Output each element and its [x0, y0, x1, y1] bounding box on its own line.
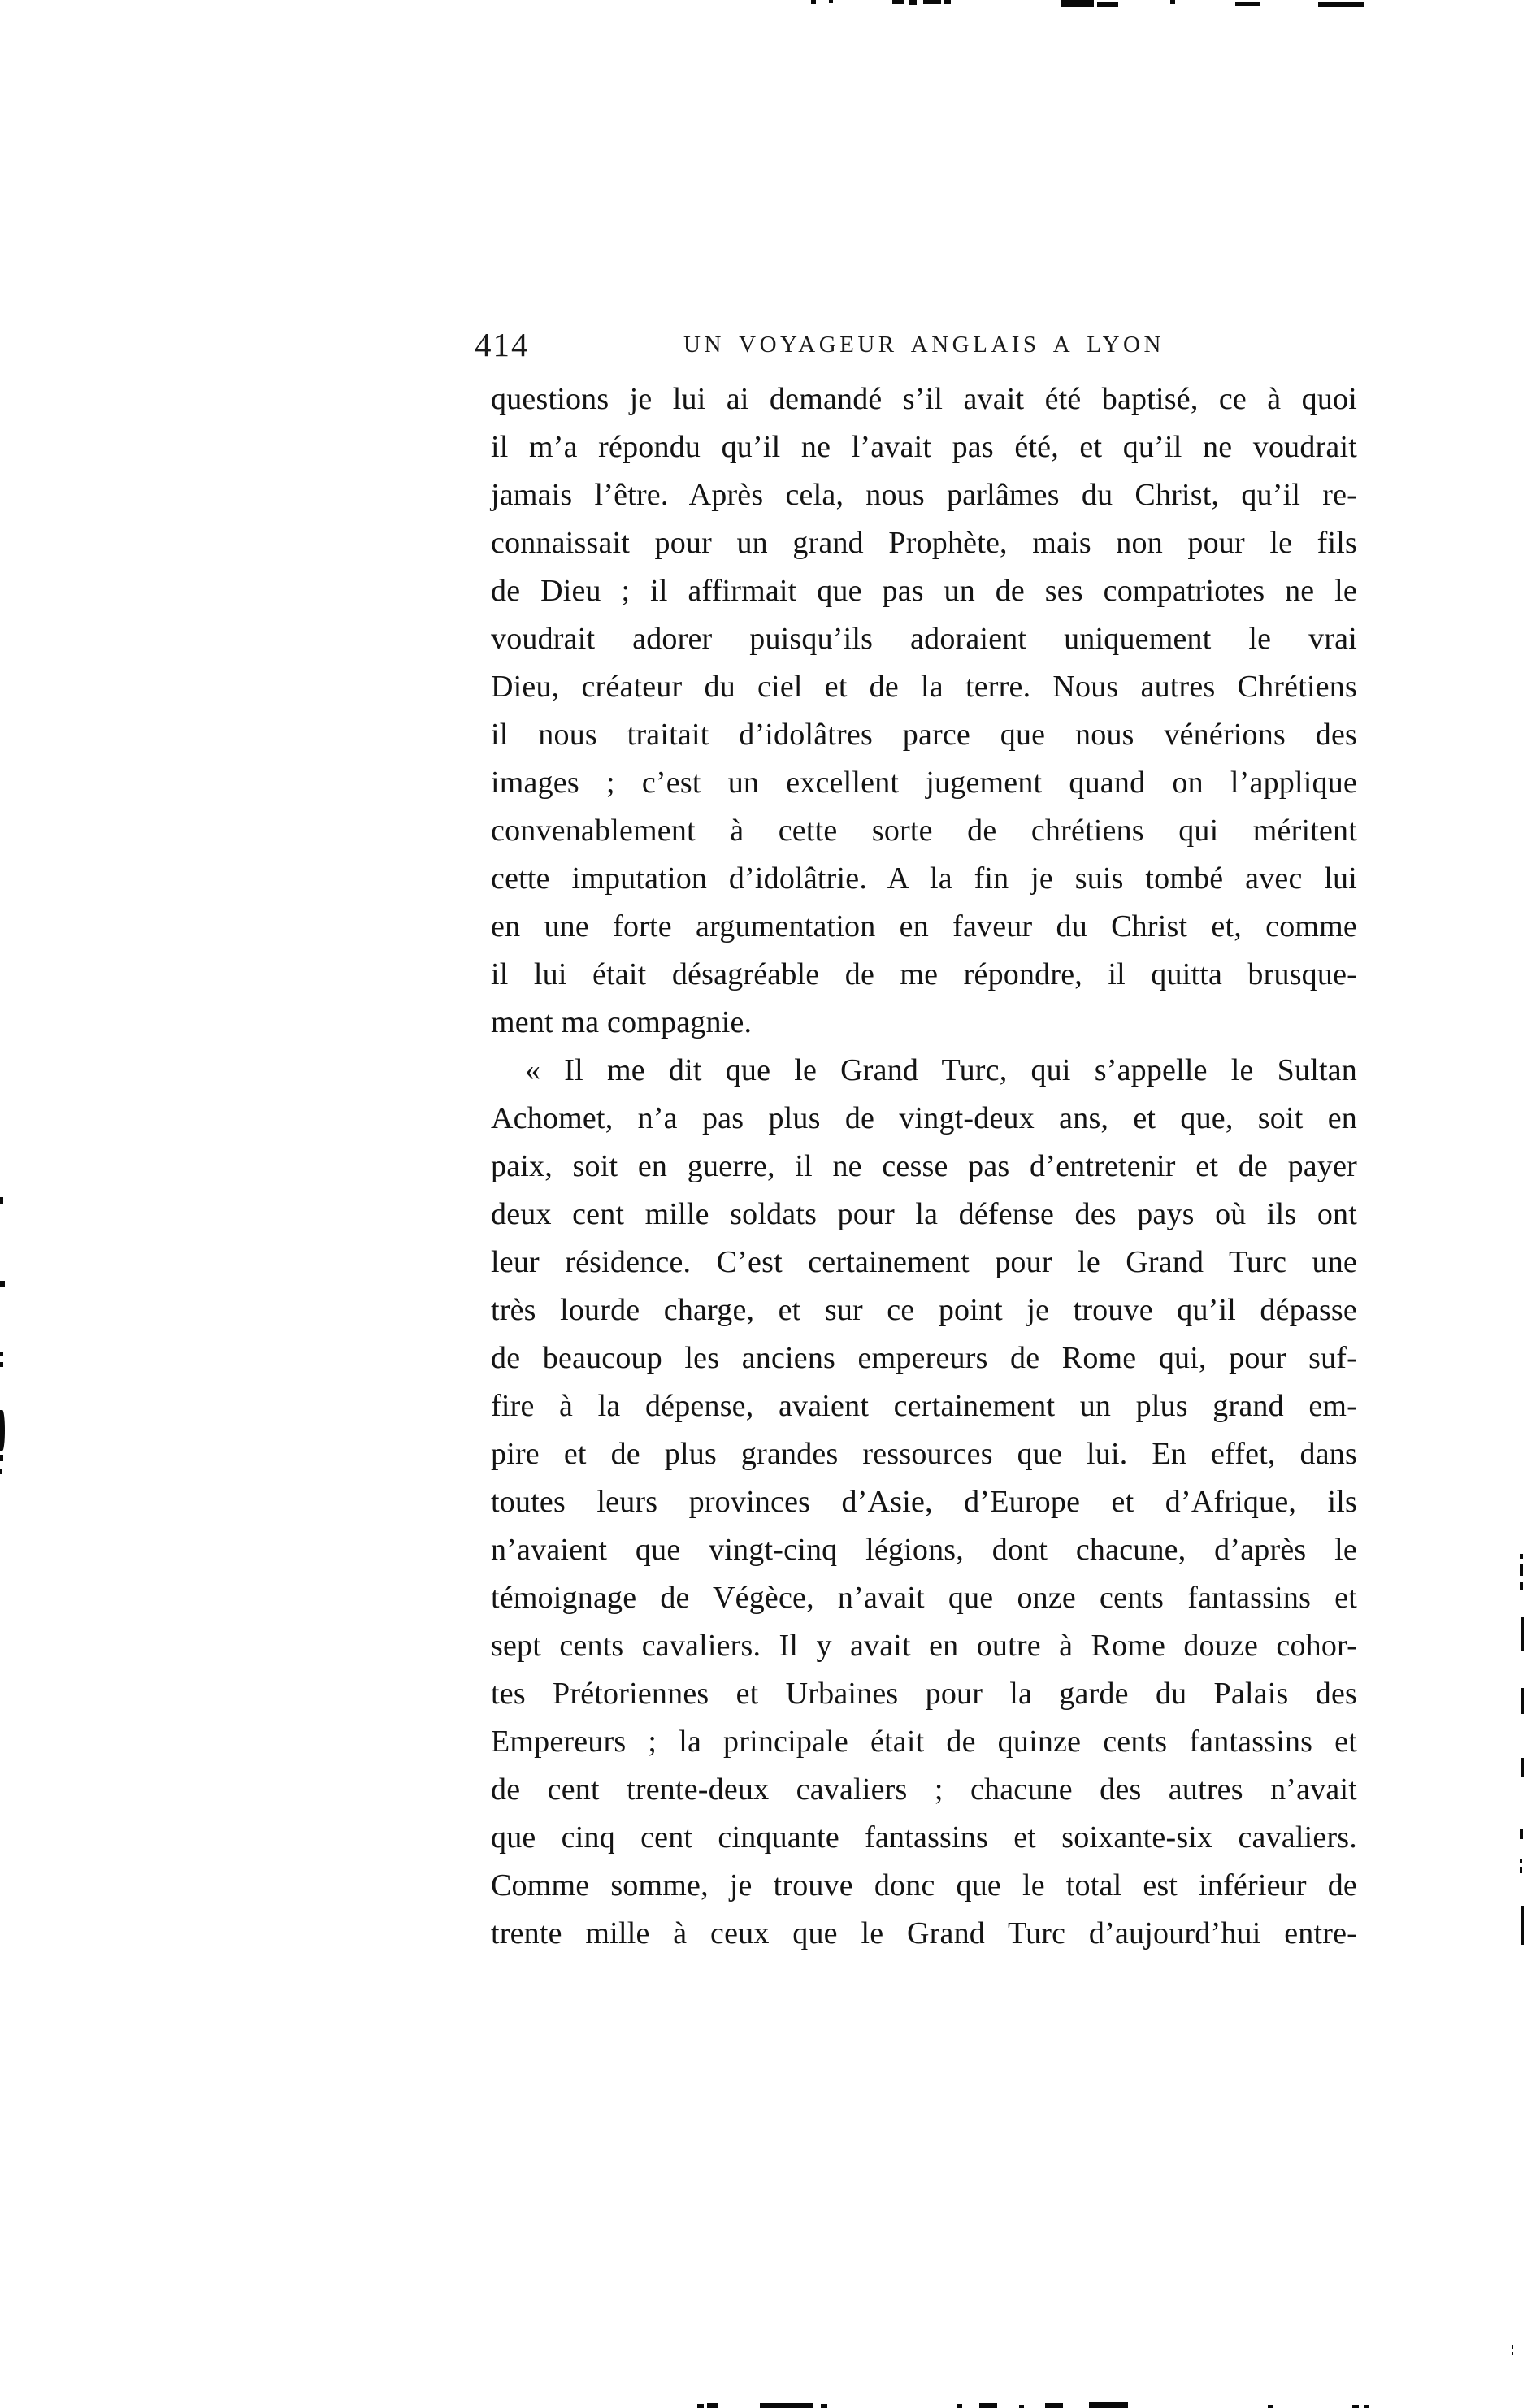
- scan-artifact-right: [1520, 1867, 1522, 1873]
- scan-artifact-top: [1170, 0, 1175, 4]
- text-line: il lui était désagréable de me répondre, il quitta brusque-: [491, 957, 1357, 991]
- scan-artifact-bottom: [1045, 2403, 1063, 2408]
- text-line-paragraph-start: « Il me dit que le Grand Turc, qui s’appelle le Sultan: [525, 1053, 1357, 1087]
- scan-artifact-bottom: [1019, 2405, 1024, 2408]
- scan-artifact-right: [1512, 2352, 1513, 2355]
- body-text: [491, 375, 1357, 1958]
- text-line: leur résidence. C’est certainement pour le Grand Turc une: [491, 1245, 1357, 1279]
- scan-artifact-top: [811, 0, 816, 4]
- text-line: fire à la dépense, avaient certainement un plus grand em-: [491, 1389, 1357, 1423]
- text-line: pire et de plus grandes ressources que lui. En effet, dans: [491, 1437, 1357, 1471]
- scan-artifact-left: [0, 1352, 3, 1356]
- text-line: Comme somme, je trouve donc que le total est inférieur de: [491, 1868, 1357, 1903]
- scan-artifact-top: [829, 0, 833, 3]
- scan-artifact-bottom: [760, 2403, 813, 2408]
- text-line: il nous traitait d’idolâtres parce que nous vénérions des: [491, 718, 1357, 752]
- scan-artifact-right: [1520, 1564, 1523, 1576]
- scan-artifact-bottom: [1352, 2405, 1359, 2408]
- text-line: en une forte argumentation en faveur du Christ et, comme: [491, 909, 1357, 944]
- scan-artifact-right: [1521, 1758, 1524, 1777]
- scan-artifact-bottom: [957, 2404, 962, 2408]
- text-line: très lourde charge, et sur ce point je trouve qu’il dépasse: [491, 1293, 1357, 1327]
- scan-artifact-bottom: [707, 2403, 718, 2408]
- scan-artifact-right: [1521, 1906, 1524, 1945]
- text-line: de cent trente-deux cavaliers ; chacune des autres n’avait: [491, 1772, 1357, 1807]
- text-line: Empereurs ; la principale était de quinze cents fantassins et: [491, 1725, 1357, 1759]
- text-line: images ; c’est un excellent jugement quand on l’applique: [491, 766, 1357, 800]
- scan-artifact-top: [1235, 2, 1260, 6]
- text-line: jamais l’être. Après cela, nous parlâmes du Christ, qu’il re-: [491, 478, 1357, 512]
- text-line: deux cent mille soldats pour la défense des pays où ils ont: [491, 1197, 1357, 1231]
- text-line: Achomet, n’a pas plus de vingt-deux ans, et que, soit en: [491, 1101, 1357, 1135]
- text-line: il m’a répondu qu’il ne l’avait pas été, et qu’il ne voudrait: [491, 430, 1357, 464]
- scan-artifact-left: [0, 1469, 2, 1474]
- scan-artifact-bottom: [821, 2404, 827, 2408]
- scan-artifact-left: [0, 1455, 3, 1461]
- text-line: tes Prétoriennes et Urbaines pour la garde du Palais des: [491, 1677, 1357, 1711]
- scan-artifact-right: [1521, 1688, 1524, 1714]
- scan-artifact-top: [923, 0, 941, 4]
- text-line: que cinq cent cinquante fantassins et soixante-six cavaliers.: [491, 1820, 1357, 1855]
- running-title: UN VOYAGEUR ANGLAIS A LYON: [683, 332, 1165, 358]
- text-line: n’avaient que vingt-cinq légions, dont chacune, d’après le: [491, 1533, 1357, 1567]
- scan-artifact-right: [1520, 1859, 1522, 1863]
- text-line: de Dieu ; il affirmait que pas un de ses compatriotes ne le: [491, 574, 1357, 608]
- text-line: de beaucoup les anciens empereurs de Rome qui, pour suf-: [491, 1341, 1357, 1375]
- text-line: voudrait adorer puisqu’ils adoraient uniquement le vrai: [491, 622, 1357, 656]
- page-number: 414: [475, 326, 530, 363]
- text-line: témoignage de Végèce, n’avait que onze cents fantassins et: [491, 1581, 1357, 1615]
- scan-artifact-top: [1097, 2, 1118, 7]
- scan-artifact-left: [0, 1362, 3, 1367]
- scan-artifact-bottom: [697, 2404, 704, 2408]
- text-line: Dieu, créateur du ciel et de la terre. Nous autres Chrétiens: [491, 670, 1357, 704]
- text-line: connaissait pour un grand Prophète, mais non pour le fils: [491, 526, 1357, 560]
- scan-artifact-top: [1318, 2, 1364, 7]
- scan-artifact-bottom: [1268, 2405, 1273, 2408]
- scan-artifact-right: [1520, 1829, 1523, 1839]
- text-line: toutes leurs provinces d’Asie, d’Europe et d’Afrique, ils: [491, 1485, 1357, 1519]
- text-line: paix, soit en guerre, il ne cesse pas d’entretenir et de payer: [491, 1149, 1357, 1183]
- scan-artifact-right: [1520, 1582, 1523, 1590]
- scan-artifact-bottom: [979, 2403, 997, 2408]
- scan-artifact-right: [1521, 1617, 1524, 1651]
- text-line: trente mille à ceux que le Grand Turc d’aujourd’hui entre-: [491, 1916, 1357, 1950]
- text-line: convenablement à cette sorte de chrétiens qui méritent: [491, 814, 1357, 848]
- scan-artifact-bottom: [1364, 2405, 1369, 2408]
- scan-artifact-left: [0, 1197, 3, 1204]
- text-line: sept cents cavaliers. Il y avait en outre à Rome douze cohor-: [491, 1629, 1357, 1663]
- scan-artifact-bottom: [1089, 2402, 1128, 2408]
- scan-artifact-right: [1512, 2345, 1513, 2349]
- text-line: cette imputation d’idolâtrie. A la fin je suis tombé avec lui: [491, 861, 1357, 896]
- scan-artifact-right: [1520, 1554, 1523, 1559]
- scan-artifact-top: [1061, 0, 1094, 7]
- scan-artifact-top: [892, 0, 904, 4]
- text-line: questions je lui ai demandé s’il avait été baptisé, ce à quoi: [491, 382, 1357, 416]
- text-line: ment ma compagnie.: [491, 1005, 753, 1039]
- scan-artifact-top: [909, 0, 917, 5]
- scan-artifact-left: [0, 1410, 5, 1451]
- scan-artifact-top: [944, 0, 951, 4]
- scan-artifact-left: [0, 1281, 5, 1287]
